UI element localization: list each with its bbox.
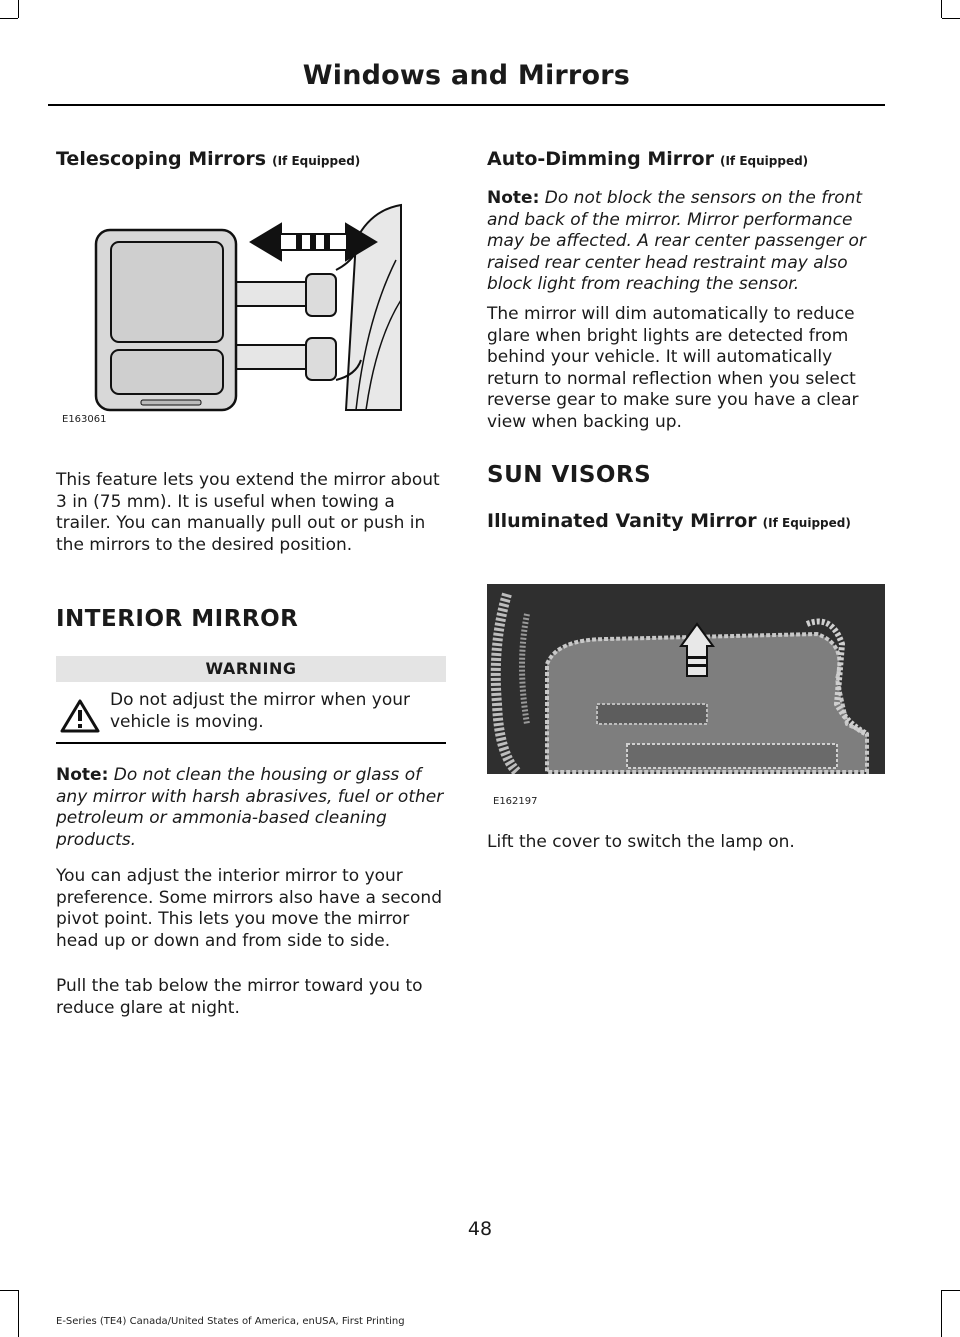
figure-id: E163061 xyxy=(62,414,107,425)
note-text: Do not clean the housing or glass of any mirror with harsh abrasives, fuel or other petroleum or ammonia-based cleaning products. xyxy=(56,765,444,850)
figure-id: E162197 xyxy=(493,796,538,807)
if-equipped-label: (If Equipped) xyxy=(272,154,361,168)
crop-mark xyxy=(18,0,19,18)
interior-mirror-heading: INTERIOR MIRROR xyxy=(56,606,299,632)
publication-footer: E-Series (TE4) Canada/United States of America, enUSA, First Printing xyxy=(56,1316,405,1327)
crop-mark xyxy=(18,1290,19,1337)
auto-dimming-note xyxy=(487,188,885,296)
heading-text: Auto-Dimming Mirror xyxy=(487,148,714,170)
auto-dimming-heading xyxy=(487,148,808,170)
interior-para-tab: Pull the tab below the mirror toward you to reduce glare at night. xyxy=(56,976,423,1018)
warning-divider xyxy=(56,742,446,744)
auto-dimming-body: The mirror will dim automatically to reduce glare when bright lights are detected from behind your vehicle. It will automatically return to normal reflection when you select reverse gear to make sure you have a clear view when backing up. xyxy=(487,304,859,432)
warning-header: WARNING xyxy=(56,656,446,682)
interior-para-adjust: You can adjust the interior mirror to your preference. Some mirrors also have a second pivot point. This lets you move the mirror head up or down and from side to side. xyxy=(56,866,442,951)
note-text: Do not block the sensors on the front and back of the mirror. Mirror performance may be affected. A rear center passenger or raised rear center head restraint may also block light from reaching the sensor. xyxy=(487,188,866,294)
if-equipped-label: (If Equipped) xyxy=(762,516,851,530)
note-label: Note: xyxy=(487,188,540,208)
telescoping-body: This feature lets you extend the mirror about 3 in (75 mm). It is useful when towing a trailer. You can manually pull out or push in the mirrors to the desired position. xyxy=(56,470,440,555)
heading-text: Illuminated Vanity Mirror xyxy=(487,510,757,532)
telescoping-mirrors-heading xyxy=(56,148,360,170)
warning-text: Do not adjust the mirror when your vehicle is moving. xyxy=(110,690,410,732)
vanity-body: Lift the cover to switch the lamp on. xyxy=(487,832,795,852)
vanity-mirror-illustration xyxy=(487,584,885,774)
if-equipped-label: (If Equipped) xyxy=(719,154,809,168)
sun-visors-heading: SUN VISORS xyxy=(487,462,652,488)
page-number: 48 xyxy=(467,1218,493,1240)
heading-text: Telescoping Mirrors xyxy=(56,148,267,170)
crop-mark xyxy=(941,0,942,18)
crop-mark xyxy=(0,18,18,19)
note-label: Note: xyxy=(56,765,109,785)
crop-mark xyxy=(0,1290,18,1291)
warning-triangle-icon xyxy=(60,698,100,734)
crop-mark xyxy=(941,1290,942,1337)
telescoping-mirror-illustration xyxy=(56,200,446,415)
vanity-mirror-heading xyxy=(487,510,851,532)
crop-mark xyxy=(942,18,960,19)
header-divider xyxy=(48,104,885,106)
crop-mark xyxy=(942,1290,960,1291)
page-header-title: Windows and Mirrors xyxy=(302,60,630,91)
interior-note xyxy=(56,765,448,851)
